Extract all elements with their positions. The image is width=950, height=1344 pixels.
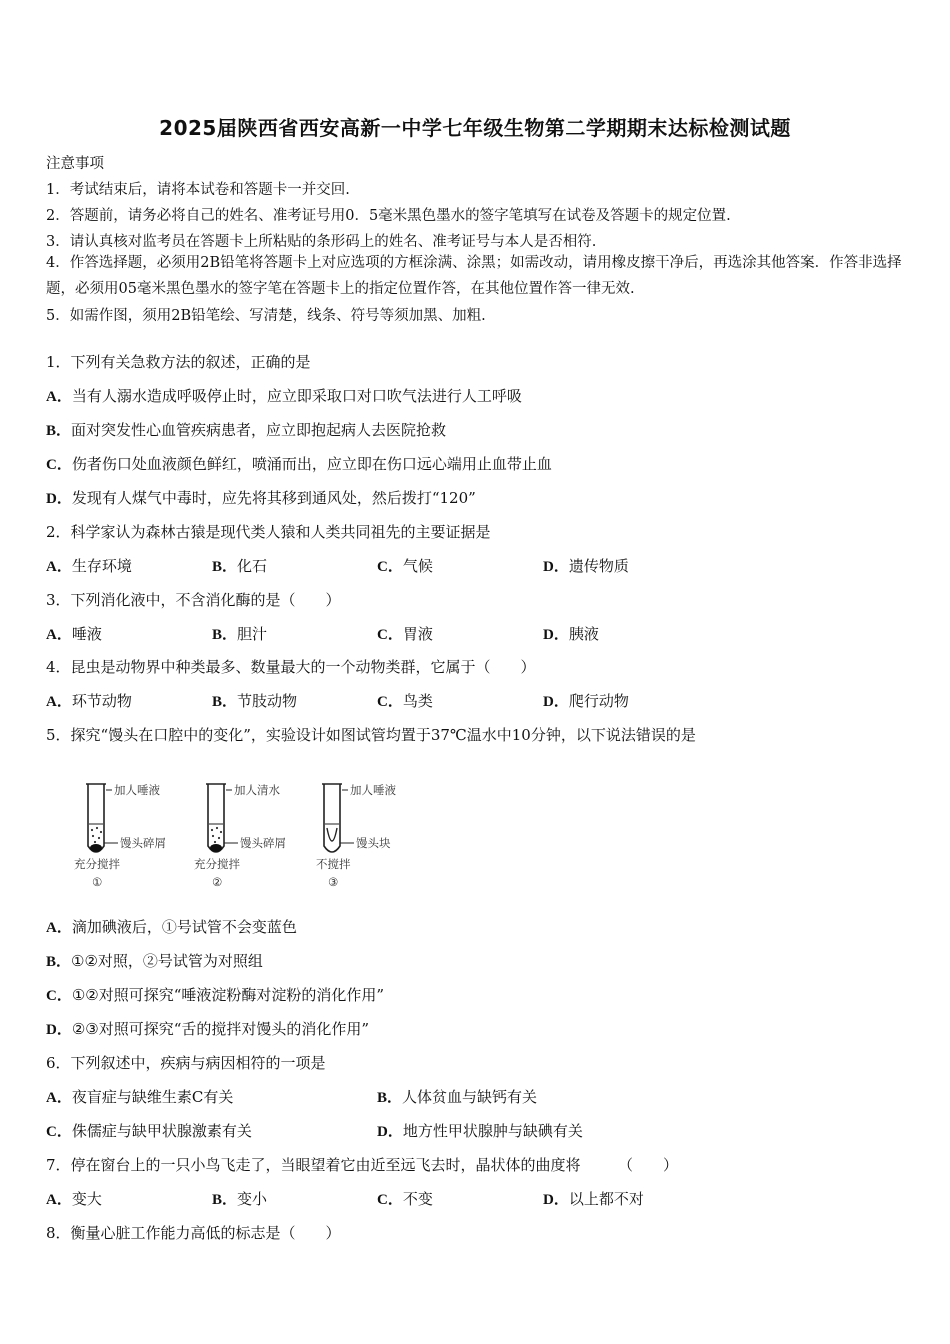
test-tube-1 [74,783,166,889]
notice-item: 3．请认真核对监考员在答题卡上所粘贴的条形码上的姓名、准考证号与本人是否相符. [46,234,597,250]
question-stem: 8．衡量心脏工作能力高低的标志是（ ） [46,1224,341,1242]
option-b: B．胆汁 [212,625,268,643]
question-stem: 3．下列消化液中，不含消化酶的是（ ） [46,591,341,609]
option-a: A．夜盲症与缺维生素C有关 [46,1088,234,1106]
question-stem: 5．探究“馒头在口腔中的变化”，实验设计如图试管均置于37℃温水中10分钟，以下说法错误的是 [46,726,696,744]
svg-text:馒头块: 馒头块 [356,836,391,850]
option-c: C．气候 [377,557,433,575]
svg-text:③: ③ [328,875,339,889]
option-a: A．唾液 [46,625,102,643]
option-a: A．生存环境 [46,557,132,575]
svg-text:不搅拌: 不搅拌 [316,857,351,871]
question-stem: 2．科学家认为森林古猿是现代类人猿和人类共同祖先的主要证据是 [46,523,491,541]
svg-text:充分搅拌: 充分搅拌 [74,857,120,871]
option-b: B．面对突发性心血管疾病患者，应立即抱起病人去医院抢救 [46,421,447,439]
svg-text:加人清水: 加人清水 [234,783,280,797]
question-stem: 7．停在窗台上的一只小鸟飞走了，当眼望着它由近至远飞去时，晶状体的曲度将 （ ） [46,1156,679,1174]
test-tube-2 [194,783,286,889]
option-d: D．爬行动物 [543,692,629,710]
option-c: C．不变 [377,1190,433,1208]
option-c: C．鸟类 [377,692,433,710]
question-stem: 6．下列叙述中，疾病与病因相符的一项是 [46,1054,326,1072]
option-d: D．胰液 [543,625,599,643]
option-d: D．②③对照可探究“舌的搅拌对馒头的消化作用” [46,1020,370,1038]
notice-item: 1．考试结束后，请将本试卷和答题卡一并交回. [46,182,350,198]
option-d: D．地方性甲状腺肿与缺碘有关 [377,1122,583,1140]
test-tube-3 [316,783,396,889]
notice-item: 5．如需作图，须用2B铅笔绘、写清楚，线条、符号等须加黑、加粗. [46,308,486,324]
option-c: C．胃液 [377,625,433,643]
option-b: B．人体贫血与缺钙有关 [377,1088,538,1106]
page-title: 2025届陕西省西安高新一中学七年级生物第二学期期末达标检测试题 [159,116,791,140]
svg-text:加人唾液: 加人唾液 [114,783,160,797]
notice-item: 2．答题前，请务必将自己的姓名、准考证号用0．5毫米黑色墨水的签字笔填写在试卷及答题卡的规定位置. [46,208,731,224]
svg-text:①: ① [92,875,103,889]
question-stem: 4．昆虫是动物界中种类最多、数量最大的一个动物类群，它属于（ ） [46,658,536,676]
notice-item: 4．作答选择题，必须用2B铅笔将答题卡上对应选项的方框涂满、涂黑；如需改动，请用橡皮擦干净后，再选涂其他答案．作答非选择题，必须用05毫米黑色墨水的签字笔在答题卡上的指定位置作答，在其他位置作答一律无效. [46,255,902,297]
option-a: A．当有人溺水造成呼吸停止时，应立即采取口对口吹气法进行人工呼吸 [46,387,522,405]
option-b: B．①②对照，②号试管为对照组 [46,952,263,970]
option-b: B．变小 [212,1190,268,1208]
option-d: D．发现有人煤气中毒时，应先将其移到通风处，然后拨打“120” [46,489,476,507]
option-c: C．侏儒症与缺甲状腺激素有关 [46,1122,252,1140]
question-stem: 1．下列有关急救方法的叙述，正确的是 [46,353,311,371]
option-a: A．滴加碘液后，①号试管不会变蓝色 [46,918,297,936]
svg-text:②: ② [212,875,223,889]
option-d: D．遗传物质 [543,557,629,575]
notice-heading: 注意事项 [46,156,104,172]
option-d: D．以上都不对 [543,1190,644,1208]
option-a: A．变大 [46,1190,102,1208]
option-c: C．伤者伤口处血液颜色鲜红，喷涌而出，应立即在伤口远心端用止血带止血 [46,455,552,473]
experiment-figure [70,776,410,896]
svg-text:充分搅拌: 充分搅拌 [194,857,240,871]
option-b: B．化石 [212,557,268,575]
option-a: A．环节动物 [46,692,132,710]
svg-text:馒头碎屑: 馒头碎屑 [240,836,286,850]
svg-text:加人唾液: 加人唾液 [350,783,396,797]
option-c: C．①②对照可探究“唾液淀粉酶对淀粉的消化作用” [46,986,385,1004]
option-b: B．节肢动物 [212,692,298,710]
svg-text:馒头碎屑: 馒头碎屑 [120,836,166,850]
